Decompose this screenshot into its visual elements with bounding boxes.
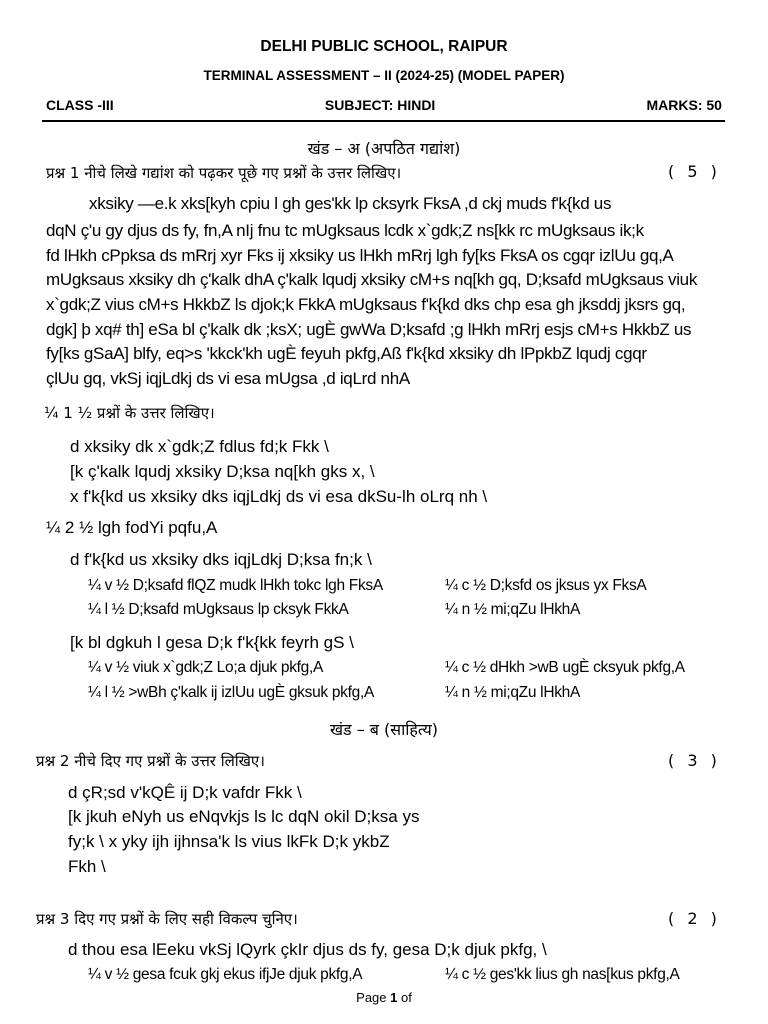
- part1-item: x f'k{kd us xksiky dks iqjLdkj ds vi esa dkSu-lh oLrq nh \: [70, 487, 488, 506]
- q3-option: ¼ c ½ ges'kk lius gh nas[kus pkfg,A: [445, 966, 680, 983]
- passage-line: fd lHkh cPpksa ds mRrj xyr Fks ij xksiky us lHkh mRrj lgh fy[ks FksA os cgqr izlUu gq,A: [46, 246, 674, 265]
- part2-a-option: ¼ c ½ D;ksfd os jksus yx FksA: [445, 577, 647, 594]
- part1-item: [k ç'kalk lqudj xksiky D;ksa nq[kh gks x, \: [70, 462, 375, 481]
- passage-line: xksiky —e.k xks[kyh cpiu l gh ges'kk lp cksyrk FksA ,d ckj muds f'k{kd us: [89, 194, 612, 213]
- footer-suffix: of: [397, 990, 412, 1005]
- part2-a-option: ¼ v ½ D;ksafd flQZ mudk lHkh tokc lgh FksA: [88, 577, 383, 594]
- part1-item: d xksiky dk x`gdk;Z fdlus fd;k Fkk \: [70, 437, 329, 456]
- part2-label: ¼ 2 ½ lgh fodYi pqfu,A: [46, 518, 218, 537]
- q2-item: Fkh \: [68, 857, 106, 876]
- passage-line: dqN ç'u gy djus ds fy, fn,A nIj fnu tc mUgksaus lcdk x`gdk;Z ns[kk rc mUgksaus ik;k: [46, 221, 644, 240]
- passage-line: fy[ks gSaA] blfy, eq>s 'kkck'kh ugÈ feyuh pkfg,Aß f'k{kd xksiky dh lPpkbZ lqudj cgqr: [46, 344, 647, 363]
- part2-b-option: ¼ l ½ >wBh ç'kalk ij izlUu ugÈ gksuk pkfg,A: [88, 684, 374, 701]
- q3-marks: ( 2 ): [668, 909, 721, 928]
- q2-prompt: प्रश्न 2 नीचे दिए गए प्रश्नों के उत्तर लिखिए।: [36, 752, 265, 770]
- q2-marks: ( 3 ): [668, 751, 721, 770]
- passage-line: mUgksaus xksiky dh ç'kalk dhA ç'kalk lqudj xksiky cM+s nq[kh gq, D;ksafd mUgksaus viuk: [46, 270, 698, 289]
- passage-line: dgk] þ xq# th] eSa bl ç'kalk dk ;ksX; ugÈ gwWa D;ksafd ;g lHkh mRrj esjs cM+s HkkbZ us: [46, 320, 692, 339]
- school-name: DELHI PUBLIC SCHOOL, RAIPUR: [260, 38, 508, 55]
- footer-prefix: Page: [356, 990, 391, 1005]
- section-b-title: खंड – ब (साहित्य): [329, 720, 439, 739]
- part2-b-option: ¼ v ½ viuk x`gdk;Z Lo;a djuk pkfg,A: [88, 659, 324, 676]
- part2-b-question: [k bl dgkuh l gesa D;k f'k{kk feyrh gS \: [70, 633, 354, 652]
- q3-option: ¼ v ½ gesa fcuk gkj ekus ifjJe djuk pkfg,A: [88, 966, 363, 983]
- part2-b-option: ¼ n ½ mi;qZu lHkhA: [445, 684, 581, 701]
- part1-label: ¼ 1 ½ प्रश्नों के उत्तर लिखिए।: [44, 404, 215, 422]
- passage-line: çlUu gq, vkSj iqjLdkj ds vi esa mUgsa ,d iqLrd nhA: [46, 369, 410, 388]
- part2-a-option: ¼ n ½ mi;qZu lHkhA: [445, 601, 581, 618]
- q2-item: [k jkuh eNyh us eNqvkjs ls lc dqN okil D;ksa ys: [68, 807, 420, 826]
- q3-question: d thou esa lEeku vkSj lQyrk çkIr djus ds fy, gesa D;k djuk pkfg, \: [68, 940, 547, 959]
- q1-prompt: प्रश्न 1 नीचे लिखे गद्यांश को पढ़कर पूछे गए प्रश्नों के उत्तर लिखिए।: [46, 164, 402, 182]
- q2-item: fy;k \ x yky ijh ijhnsa'k ls vius lkFk D;k ykbZ: [68, 832, 390, 851]
- part2-a-option: ¼ l ½ D;ksafd mUgksaus lp cksyk FkkA: [88, 601, 349, 618]
- q1-marks: ( 5 ): [668, 162, 721, 181]
- subject-label: SUBJECT: HINDI: [324, 97, 436, 113]
- passage-line: x`gdk;Z vius cM+s HkkbZ ls djok;k FkkA mUgksaus f'k{kd dks chp esa gh jksddj jksrs gq,: [46, 295, 686, 314]
- section-a-title: खंड – अ (अपठित गद्यांश): [307, 139, 461, 158]
- class-label: CLASS -III: [46, 97, 114, 113]
- page-footer: [0, 990, 768, 1005]
- q2-item: d çR;sd v'kQÊ ij D;k vafdr Fkk \: [68, 783, 302, 802]
- part2-b-option: ¼ c ½ dHkh >wB ugÈ cksyuk pkfg,A: [445, 659, 685, 676]
- part2-a-question: d f'k{kd us xksiky dks iqjLdkj D;ksa fn;k \: [70, 550, 372, 569]
- header-rule: [42, 120, 725, 122]
- exam-title: TERMINAL ASSESSMENT – II (2024-25) (MODEL PAPER): [203, 68, 565, 83]
- q3-prompt: प्रश्न 3 दिए गए प्रश्नों के लिए सही विकल्प चुनिए।: [36, 910, 298, 928]
- page-number: 1: [390, 990, 398, 1005]
- marks-label: MARKS: 50: [646, 97, 722, 113]
- header-meta-row: [46, 97, 722, 113]
